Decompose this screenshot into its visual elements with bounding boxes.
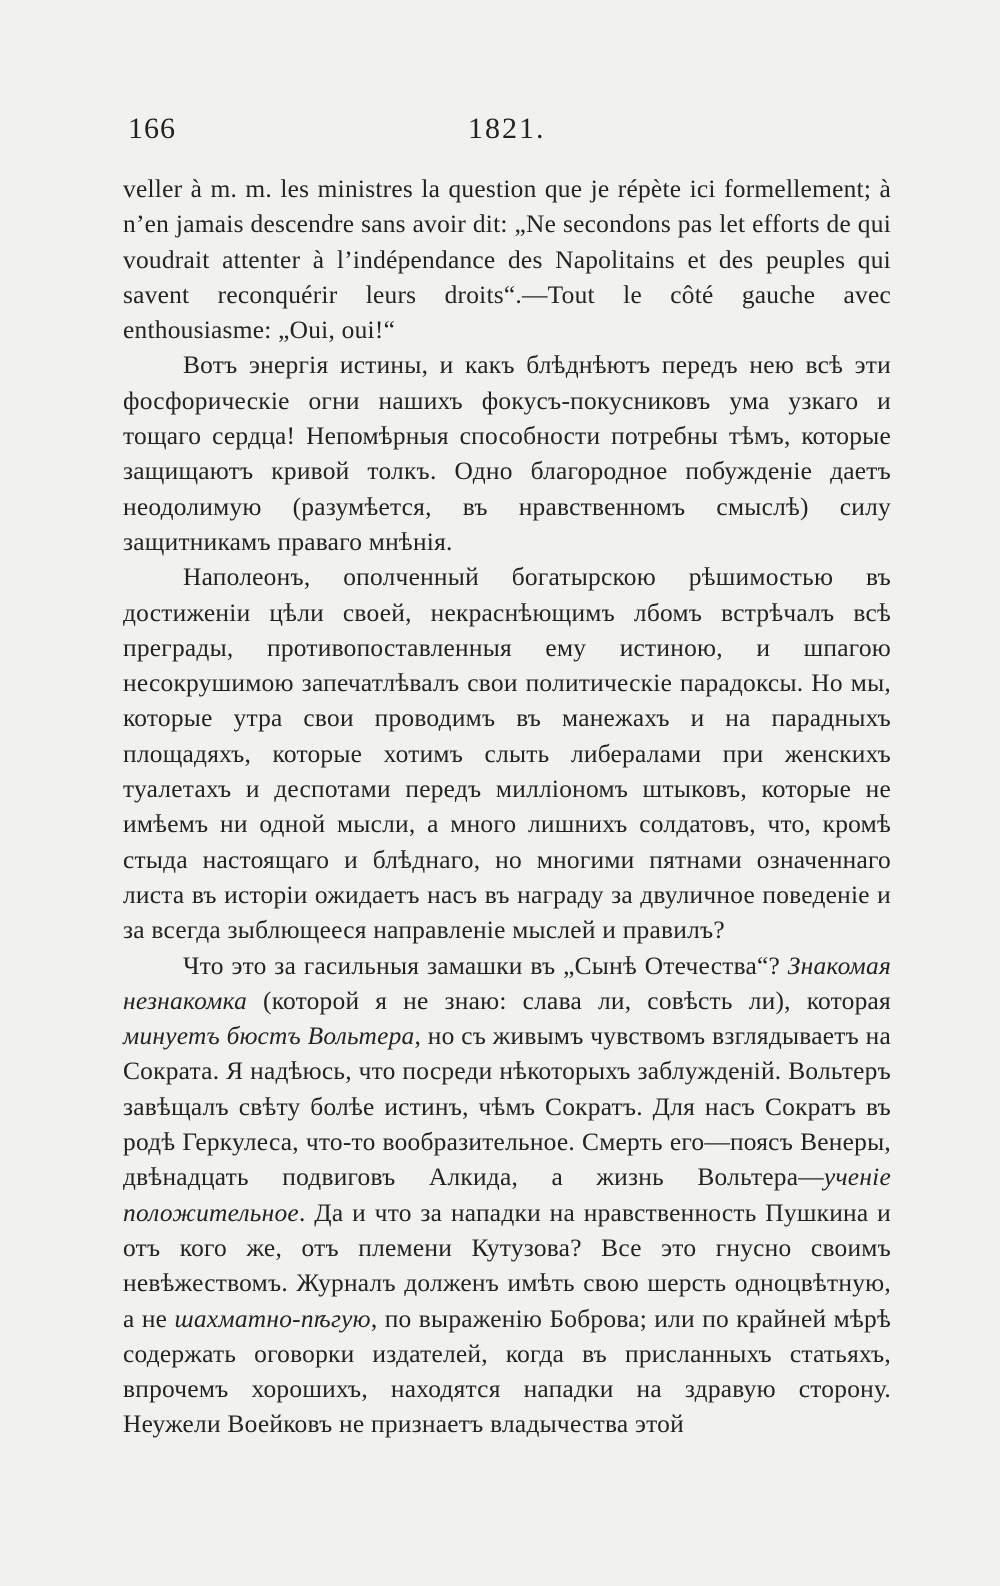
italic-phrase: ученіе положительное <box>123 1163 891 1227</box>
paragraph-text-segment: , по выраженію Боброва; или по крайней мѣрѣ содержать оговорки издателей, когда въ присланныхъ статьяхъ, впрочемъ хорошихъ, находятся нападки на здравую сторону. Неужели Воейковъ не признаетъ владычества этой <box>123 1304 891 1439</box>
italic-phrase: Знакомая незнакомка <box>123 951 891 1015</box>
page-header <box>128 112 882 152</box>
running-head-year: 1821. <box>468 112 546 145</box>
paragraph-napoleon: Наполеонъ, ополченный богатырскою рѣшимостью въ достиженіи цѣли своей, некраснѣющимъ лбомъ встрѣчалъ всѣ преграды, противопоставленныя ему истиною, и шпагою несокрушимою запечатлѣвалъ свои политическіе парадоксы. Но мы, которые утра свои проводимъ въ манежахъ и на парадныхъ площадяхъ, которые хотимъ слыть либералами при женскихъ туалетахъ и деспотами передъ милліономъ штыковъ, которые не имѣемъ ни одной мысли, а много лишнихъ солдатовъ, что, кромѣ стыда настоящаго и блѣднаго, но многими пятнами означеннаго листа въ исторіи ожидаетъ насъ въ награду за двуличное поведеніе и за всегда зыблющееся направленіе мыслей и правилъ? <box>123 563 891 945</box>
body-text <box>123 172 891 1443</box>
paragraph-text-segment: , но съ живымъ чувствомъ взглядываетъ на Сократа. Я надѣюсь, что посреди нѣкоторыхъ заблужденій. Вольтеръ завѣщалъ свѣту болѣе истинъ, чѣмъ Сократъ. Для насъ Сократъ въ родѣ Геркулеса, что-то вообразительное. Смерть его—поясъ Венеры, двѣнадцать подвиговъ Алкида, а жизнь Вольтера— <box>123 1022 891 1192</box>
paragraph-energy-of-truth: Вотъ энергія истины, и какъ блѣднѣютъ передъ нею всѣ эти фосфорическіе огни нашихъ фокусъ-покусниковъ ума узкаго и тощаго сердца! Непомѣрныя способности потребны тѣмъ, которые защищаютъ кривой толкъ. Одно благородное побужденіе даетъ неодолимую (разумѣется, въ нравственномъ смыслѣ) силу защитникамъ праваго мнѣнія. <box>123 351 891 556</box>
paragraph-text-segment: . Да и что за нападки на нравственность Пушкина и отъ кого же, отъ племени Кутузова? Все это гнусно своимъ невѣжествомъ. Журналъ долженъ имѣть свою шерсть одноцвѣтную, а не <box>123 1198 891 1333</box>
paragraph-text-segment: (которой я не знаю: слава ли, совѣсть ли), которая <box>247 986 891 1015</box>
italic-phrase: минуетъ бюстъ Вольтера <box>123 1022 415 1051</box>
paragraph-french-quote: veller à m. m. les ministres la question que je répète ici formellement; à n’en jamais descendre sans avoir dit: „Ne secondons pas let efforts de qui voudrait attenter à l’indépendance des Napolitains et des peuples qui savent reconquérir leurs droits“.—Tout le côté gauche avec enthousiasme: „Oui, oui!“ <box>123 175 891 345</box>
paragraph-text-segment: Что это за гасильныя замашки въ „Сынѣ Отечества“? <box>183 951 788 980</box>
paragraph-syn-otechestva <box>123 949 891 1443</box>
italic-phrase: шахматно-пѣгую <box>174 1304 371 1333</box>
page-number: 166 <box>128 112 176 145</box>
